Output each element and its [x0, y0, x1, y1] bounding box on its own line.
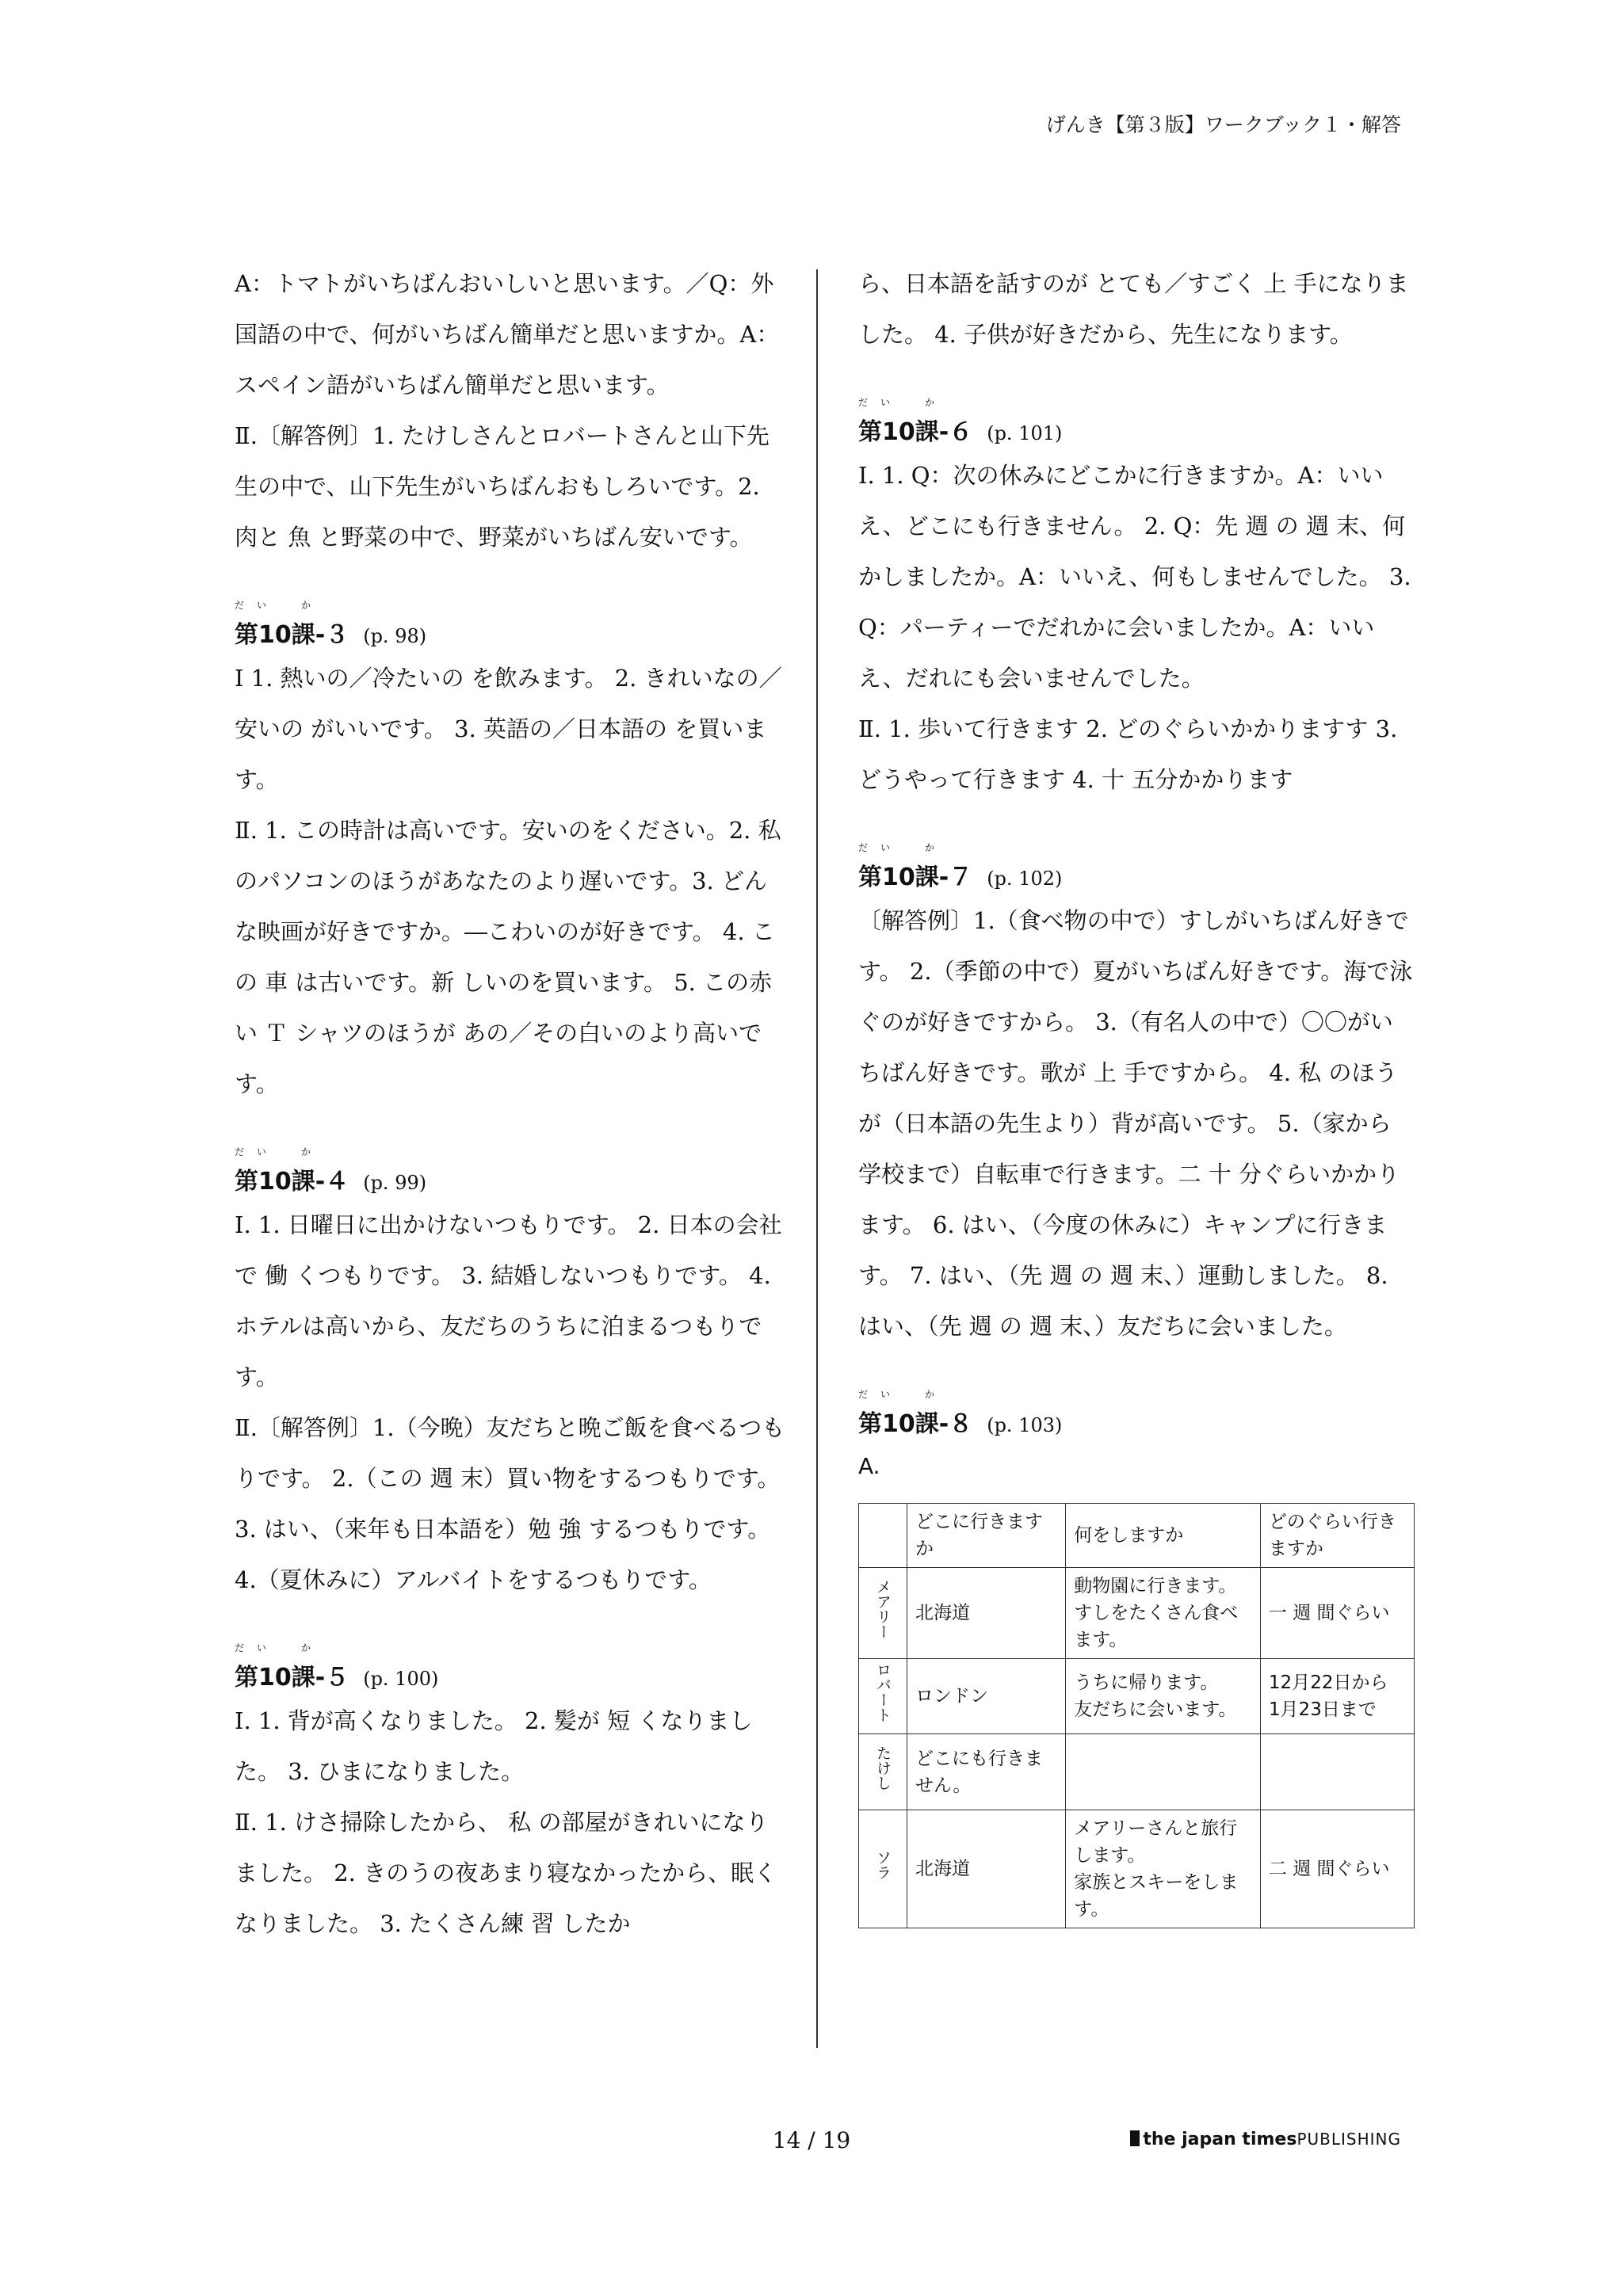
section-title: 第10課-７	[858, 864, 973, 891]
right-column	[858, 258, 1413, 1928]
section-ruby: だい か	[858, 842, 948, 853]
answer-paragraph: Ⅱ.〔解答例〕1.（今晩）友だちと晩ご飯を食べるつもりです。 2.（この 週 末）買い物をするつもりです。 3. はい、（来年も日本語を）勉 強 するつもりです。 4.（夏休みに）アルバイトをするつもりです。	[235, 1414, 785, 1593]
person-name: ロバート	[874, 1662, 892, 1722]
section-page-ref: (p. 103)	[987, 1414, 1063, 1436]
table-header: どのぐらい行きますか	[1260, 1504, 1414, 1568]
what-cell	[1066, 1659, 1261, 1734]
publisher-suffix: PUBLISHING	[1296, 2130, 1401, 2149]
section-page-ref: (p. 99)	[363, 1172, 427, 1194]
answer-paragraph: Ⅱ. 1. この時計は高いです。安いのをください。2. 私 のパソコンのほうがあなたのより遅いです。3. どんな映画が好きですか。―こわいのが好きです。 4. この 車 は古いです。新 しいのを買います。 5. この赤い Ｔ シャツのほうが あの／その白いのより高いです。	[235, 817, 781, 1097]
section-heading	[235, 1146, 789, 1196]
answer-paragraph: A：トマトがいちばんおいしいと思います。／Q：外国語の中で、何がいちばん簡単だと思いますか。A：スペイン語がいちばん簡単だと思います。	[235, 270, 780, 399]
duration: 12月22日から	[1268, 1672, 1388, 1693]
answer-paragraph: Ⅰ 1. 熱いの／冷たいの を飲みます。 2. きれいなの／安いの がいいです。 3. 英語の／日本語の を買います。	[235, 665, 782, 793]
table-header-row	[859, 1504, 1415, 1568]
section-ruby: だい か	[235, 1146, 324, 1158]
section-ruby: だい か	[235, 1642, 324, 1653]
lesson-section	[858, 841, 1413, 1352]
where-cell: ロンドン	[907, 1659, 1066, 1734]
person-cell	[859, 1810, 907, 1928]
what-cell	[1066, 1810, 1261, 1928]
duration: 二 週 間ぐらい	[1268, 1859, 1390, 1879]
person-cell	[859, 1659, 907, 1734]
publisher-logo	[1130, 2130, 1401, 2149]
activity: うちに帰ります。	[1074, 1672, 1219, 1693]
table-row	[859, 1568, 1415, 1659]
where-cell: 北海道	[907, 1810, 1066, 1928]
activity: 動物園に行きます。	[1074, 1576, 1237, 1596]
part-a-label: A.	[858, 1453, 880, 1479]
answer-paragraph: Ⅰ. 1. 日曜日に出かけないつもりです。 2. 日本の会社で 働 くつもりです。 3. 結婚しないつもりです。 4. ホテルは高いから、友だちのうちに泊まるつもりです。	[235, 1211, 782, 1390]
activity: 家族とスキーをします。	[1074, 1872, 1239, 1920]
where-cell: 北海道	[907, 1568, 1066, 1659]
duration-cell	[1260, 1734, 1414, 1810]
document-header: げんき【第３版】ワークブック１・解答	[1045, 113, 1401, 136]
vacation-plan-table	[858, 1503, 1415, 1928]
table-row	[859, 1810, 1415, 1928]
section-page-ref: (p. 100)	[363, 1668, 439, 1690]
section-title: 第10課-４	[235, 1168, 349, 1196]
table-corner-cell	[859, 1504, 907, 1568]
answer-paragraph: Ⅱ. 1. けさ掃除したから、 私 の部屋がきれいになりました。 2. きのうの夜あまり寝なかったから、眠くなりました。 3. たくさん練 習 したか	[235, 1809, 777, 1937]
publisher-name: the japan times	[1143, 2130, 1297, 2149]
answer-paragraph: ら、日本語を話すのが とても／すごく 上 手になりました。 4. 子供が好きだから、先生になります。	[858, 270, 1409, 348]
section-page-ref: (p. 102)	[987, 868, 1063, 890]
section-heading	[858, 1388, 1413, 1439]
section-title: 第10課-３	[235, 621, 349, 649]
what-cell	[1066, 1568, 1261, 1659]
duration-cell	[1260, 1568, 1414, 1659]
answer-paragraph: Ⅰ. 1. Q：次の休みにどこかに行きますか。A：いいえ、どこにも行きません。 2. Q：先 週 の 週 末、何かしましたか。A：いいえ、何もしませんでした。 3. Q：パーティーでだれかに会いましたか。A：いいえ、だれにも会いませんでした。	[858, 462, 1411, 692]
person-cell	[859, 1734, 907, 1810]
left-column	[235, 258, 789, 1949]
column-divider	[816, 269, 818, 2048]
section-title: 第10課-５	[235, 1664, 349, 1691]
activity: メアリーさんと旅行します。	[1074, 1818, 1238, 1866]
person-cell	[859, 1568, 907, 1659]
section-title: 第10課-６	[858, 418, 973, 446]
lesson-section	[235, 599, 789, 1109]
duration-cell	[1260, 1659, 1414, 1734]
section-heading	[858, 396, 1413, 447]
table-header: 何をしますか	[1066, 1504, 1261, 1568]
section-title: 第10課-８	[858, 1410, 973, 1438]
person-name: たけし	[874, 1745, 892, 1791]
where-cell: どこにも行きません。	[907, 1734, 1066, 1810]
table-header: どこに行きますか	[907, 1504, 1066, 1568]
answer-paragraph: Ⅱ. 1. 歩いて行きます 2. どのぐらいかかりますす 3. どうやって行きます 4. 十 五分かかります	[858, 715, 1398, 793]
answer-paragraph: 〔解答例〕1.（食べ物の中で）すしがいちばん好きです。 2.（季節の中で）夏がいちばん好きです。海で泳ぐのが好きですから。 3.（有名人の中で）〇〇がいちばん好きです。歌が 上 手ですから。 4. 私 のほうが（日本語の先生より）背が高いです。 5.（家から学校まで）自転車で行きます。二 十 分ぐらいかかります。 6. はい、（今度の休みに）キャンプに行きます。 7. はい、（先 週 の 週 末、）運動しました。 8. はい、（先 週 の 週 末、）友だちに会いました。	[858, 907, 1413, 1340]
person-name: ソラ	[874, 1850, 892, 1880]
activity: 友だちに会います。	[1074, 1699, 1237, 1720]
page-number: 14 / 19	[772, 2127, 851, 2153]
lesson-section	[235, 1146, 789, 1605]
section-ruby: だい か	[235, 600, 324, 611]
logo-mark-icon	[1130, 2130, 1140, 2146]
section-heading	[235, 599, 789, 650]
answer-paragraph: Ⅱ.〔解答例〕1. たけしさんとロバートさんと山下先生の中で、山下先生がいちばんおもしろいです。2. 肉と 魚 と野菜の中で、野菜がいちばん安いです。	[235, 422, 769, 551]
section-page-ref: (p. 98)	[363, 625, 427, 647]
section-page-ref: (p. 101)	[987, 422, 1063, 444]
table-row	[859, 1734, 1415, 1810]
what-cell	[1066, 1734, 1261, 1810]
lesson-section	[858, 1388, 1413, 1928]
duration: 一 週 間ぐらい	[1268, 1603, 1390, 1623]
lesson-section	[235, 1642, 789, 1949]
lesson-section	[858, 396, 1413, 805]
answer-paragraph: Ⅰ. 1. 背が高くなりました。 2. 髪が 短 くなりました。 3. ひまになりました。	[235, 1707, 753, 1785]
person-name: メアリー	[874, 1579, 892, 1639]
section-heading	[858, 841, 1413, 892]
duration-cell	[1260, 1810, 1414, 1928]
section-ruby: だい か	[858, 1389, 948, 1400]
section-heading	[235, 1642, 789, 1692]
section-ruby: だい か	[858, 397, 948, 408]
duration: 1月23日まで	[1268, 1699, 1377, 1720]
activity: すしをたくさん食べます。	[1074, 1603, 1239, 1650]
table-row	[859, 1659, 1415, 1734]
